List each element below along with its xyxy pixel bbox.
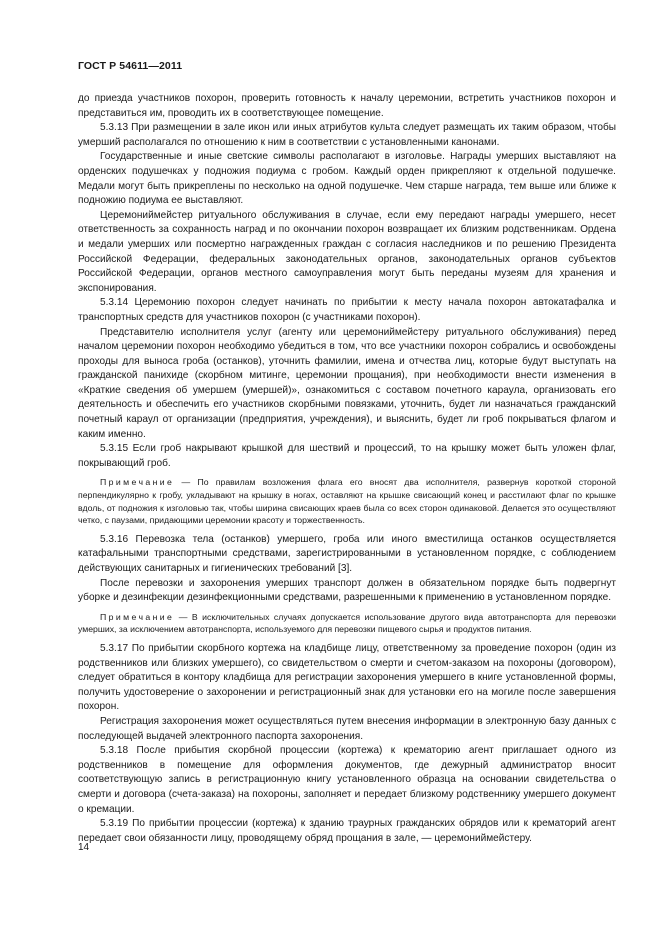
paragraph-5-3-18: 5.3.18 После прибытия скорбной процессии (кортежа) к крематорию агент приглашает одного из родственников в помещение для оформления документов, где дежурный администратор вносит соответствующую запись в регистрационную книгу установленного образца на основании свидетельства о смерти и договора (счета-заказа) на похороны, заполняет и передает близкому родственнику умершего документ о кремации. xyxy=(78,745,616,815)
paragraph-5-3-13: 5.3.13 При размещении в зале икон или иных атрибутов культа следует размещать их таким образом, чтобы умерший располагался по отношению к ним в соответствии с установленными канонами. xyxy=(78,122,616,148)
paragraph-representative: Представителю исполнителя услуг (агенту или церемониймейстеру ритуального обслуживания) перед началом церемонии похорон необходимо убедиться в том, что все участники похорон собрались и освобождены проходы для выноса гроба (останков), уточнить фамилии, имена и отчества лиц, которые будут выступать на гражданской панихиде (скорбном митинге, церемонии прощания), при необходимости внести изменения в «Краткие сведения об умершем (умершей)», ознакомиться с составом почетного караула, организовать его деятельность и обеспечить его участников скорбными повязками, уточнить, будет ли назначаться гражданский почетный караул от организации (предприятия, учреждения), и выяснить, будет ли гроб покрываться флагом и каким именно. xyxy=(78,326,616,440)
note-label: Примечание xyxy=(100,477,175,488)
note-text: — По правилам возложения флага его вносят два исполнителя, развернув короткой стороной перпендикулярно к гробу, укладывают на крышку в ногах, оставляют на крышке свисающий конец и расстилают флаг по крышке вдоль, от подножия к изголовью так, чтобы ширина свисающих краев была со всех сторон одинаковой. Делается это осуществляют четко, с паузами, придающими церемонии красоту и торжественность. xyxy=(78,477,616,526)
paragraph-5-3-17: 5.3.17 По прибытии скорбного кортежа на кладбище лицу, ответственному за проведение похорон (один из родственников или близких умершего), со свидетельством о смерти и счетом-заказом на похороны (договором), следует обратиться в контору кладбища для регистрации захоронения умершего в книге установленной формы, получить удостоверение о захоронении и регистрационный знак для установки его на могиле после завершения похорон. xyxy=(78,642,616,713)
paragraph-5-3-15: 5.3.15 Если гроб накрывают крышкой для шествий и процессий, то на крышку может быть уложен флаг, покрывающий гроб. xyxy=(78,443,616,469)
document-body xyxy=(78,92,616,846)
note-text: — В исключительных случаях допускается использование другого вида автотранспорта для перевозки умерших, за исключением автотранспорта, используемого для перевозки пищевого сырья и продуктов питания. xyxy=(78,611,616,635)
note-flag xyxy=(78,476,616,526)
paragraph-state-symbols: Государственные и иные светские символы располагают в изголовье. Награды умерших выставляют на орденских подушечках у подножия подиума с гробом. Каждый орден прикрепляют к отдельной подушечке. Медали могут быть прикреплены по несколько на одной подушечке. Чем старше награда, тем выше или ближе к подножию подиума ее выставляют. xyxy=(78,151,616,207)
paragraph-continuation: до приезда участников похорон, проверить готовность к началу церемонии, встретить участников похорон и представиться им, проводить их в соответствующее помещение. xyxy=(78,93,616,119)
page-number: 14 xyxy=(78,842,90,853)
paragraph-5-3-19: 5.3.19 По прибытии процессии (кортежа) к зданию траурных гражданских обрядов или к крематорий агент передает свои обязанности лицу, проводящему обряд прощания в зале, — церемониймейстеру. xyxy=(78,818,616,844)
note-label: Примечание xyxy=(100,611,175,622)
paragraph-5-3-14: 5.3.14 Церемонию похорон следует начинать по прибытии к месту начала похорон автокатафалка и транспортных средств для участников похорон (с участниками похорон). xyxy=(78,297,616,323)
document-header: ГОСТ Р 54611—2011 xyxy=(78,60,183,72)
paragraph-registration: Регистрация захоронения может осуществляться путем внесения информации в электронную базу данных с последующей выдачей электронного паспорта захоронения. xyxy=(78,715,616,742)
paragraph-ceremony-master: Церемониймейстер ритуального обслуживания в случае, если ему передают награды умершего, несет ответственность за сохранность наград и по окончании похорон возвращает их близким родственникам. Ордена и медали умерших или посмертно награжденных граждан с согласия наследников и по решению Президента Российской Федерации, федеральных законодательных органов, законодательных органов субъектов Российской Федерации, органов местного самоуправления могут быть переданы музеям для хранения и экспонирования. xyxy=(78,209,616,294)
paragraph-5-3-16: 5.3.16 Перевозка тела (останков) умершего, гроба или иного вместилища останков осуществляется катафальными транспортными средствами, зарегистрированными в установленном порядке, с соблюдением действующих санитарных и гигиенических требований [3]. xyxy=(78,533,616,574)
note-transport xyxy=(78,611,616,636)
paragraph-transport-cleaning: После перевозки и захоронения умерших транспорт должен в обязательном порядке быть подвергнут уборке и дезинфекции дезинфекционными средствами, разрешенными к применению в установленном порядке. xyxy=(78,577,616,604)
